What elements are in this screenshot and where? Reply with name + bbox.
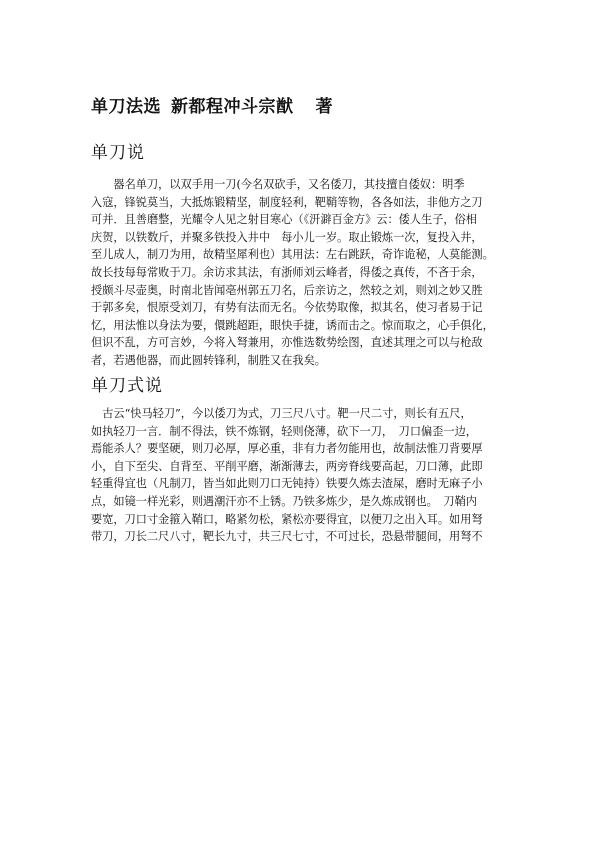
paragraph-line: 如执轻刀一言．制不得法，铁不炼钢，轻则侥薄，砍下一刀， 刀口偏歪一边， [91, 424, 477, 438]
paragraph-line: 点，如镜一样光彩，则遇潮汗亦不上锈。乃铁多炼少，是久炼成钢也。 刀鞘内 [91, 494, 477, 508]
document-title [91, 92, 333, 117]
paragraph-line: 授颇斗尽壶奥，时南北皆闻亳州郭五刀名，后亲访之，然较之刘，则刘之妙又胜 [91, 283, 483, 297]
paragraph-line: 可并．且善磨整，光耀令人见之射目寒心（《汧澼百金方》云：倭人生子，俗相 [91, 213, 477, 227]
paragraph-line: 带刀，刀长二尺八寸，靶长九寸，共三尺七寸，不可过长，恐悬带腿间，用弩不 [91, 530, 483, 544]
paragraph-line: 古云“快马轻刀”，今以倭刀为式，刀三尺八寸。靶一尺二寸，则长有五尺， [91, 407, 472, 420]
paragraph-line: 器名单刀，以双手用一刀(今名双砍手，又名倭刀，其技擅自倭奴：明季 [91, 178, 465, 191]
paragraph-line: 故长技每每常败于刀。余访求其法，有浙师刘云峰者，得倭之真传，不吝于余， [91, 265, 483, 279]
paragraph-line: 焉能杀人？要坚硬，则刀必厚，厚必重，非有力者勿能用也，故制法惟刀背要厚 [91, 442, 483, 456]
paragraph-line: 忆，用法惟以身法为要，儇跳超距，眼快手捷，诱而击之。惊而取之，心手俱化， [91, 318, 494, 332]
section-heading-dan-dao-shi-shuo: 单刀式说 [91, 376, 163, 396]
author-suffix: 著 [315, 97, 333, 117]
paragraph-line: 庆贺，以铁数斤，并聚多铁投入井中 每小儿一岁。取止锻炼一次，复投入井， [91, 230, 483, 244]
author-name: 新都程冲斗宗猷 [171, 97, 294, 117]
section1-paragraph [91, 176, 511, 370]
paragraph-line: 于郭多矣，恨原受刘刀，有势有法而无名。今依势取像，拟其名，使习者易于记 [91, 301, 483, 315]
section-heading-dan-dao-shuo: 单刀说 [91, 143, 145, 163]
paragraph-line: 要宽，刀口寸金箍入鞘口，略紧勿松，紧松亦要得宜，以便刀之出入耳。如用弩 [91, 512, 483, 526]
paragraph-line: 小，自下至尖、自背至、平削平磨，渐渐薄去，两旁脊线要高起，刀口薄，此即 [91, 459, 483, 473]
paragraph-line: 者，若遇他器，而此圆转锋利，制胜又在我矣。 [91, 353, 326, 367]
paragraph-line: 入寇，锋锐莫当，大抵炼锻精坚，制度轻利，靶鞘等物，各各如法，非他方之刀 [91, 195, 483, 209]
section2-paragraph [91, 405, 511, 546]
paragraph-line: 至儿成人，制刀为用，故精坚犀利也）其用法：左右跳跃，奇诈诡秘，人莫能测。 [91, 248, 494, 262]
paragraph-line: 轻重得宜也（凡制刀，皆当如此则刀口无钝持）铁要久炼去渣屎，磨时无麻子小 [91, 477, 483, 491]
title-text: 单刀法选 [91, 97, 161, 117]
paragraph-line: 但识不乱，方可言妙，今将入弩兼用，亦惟选数势绘图，直述其理之可以与枪敌 [91, 336, 483, 350]
